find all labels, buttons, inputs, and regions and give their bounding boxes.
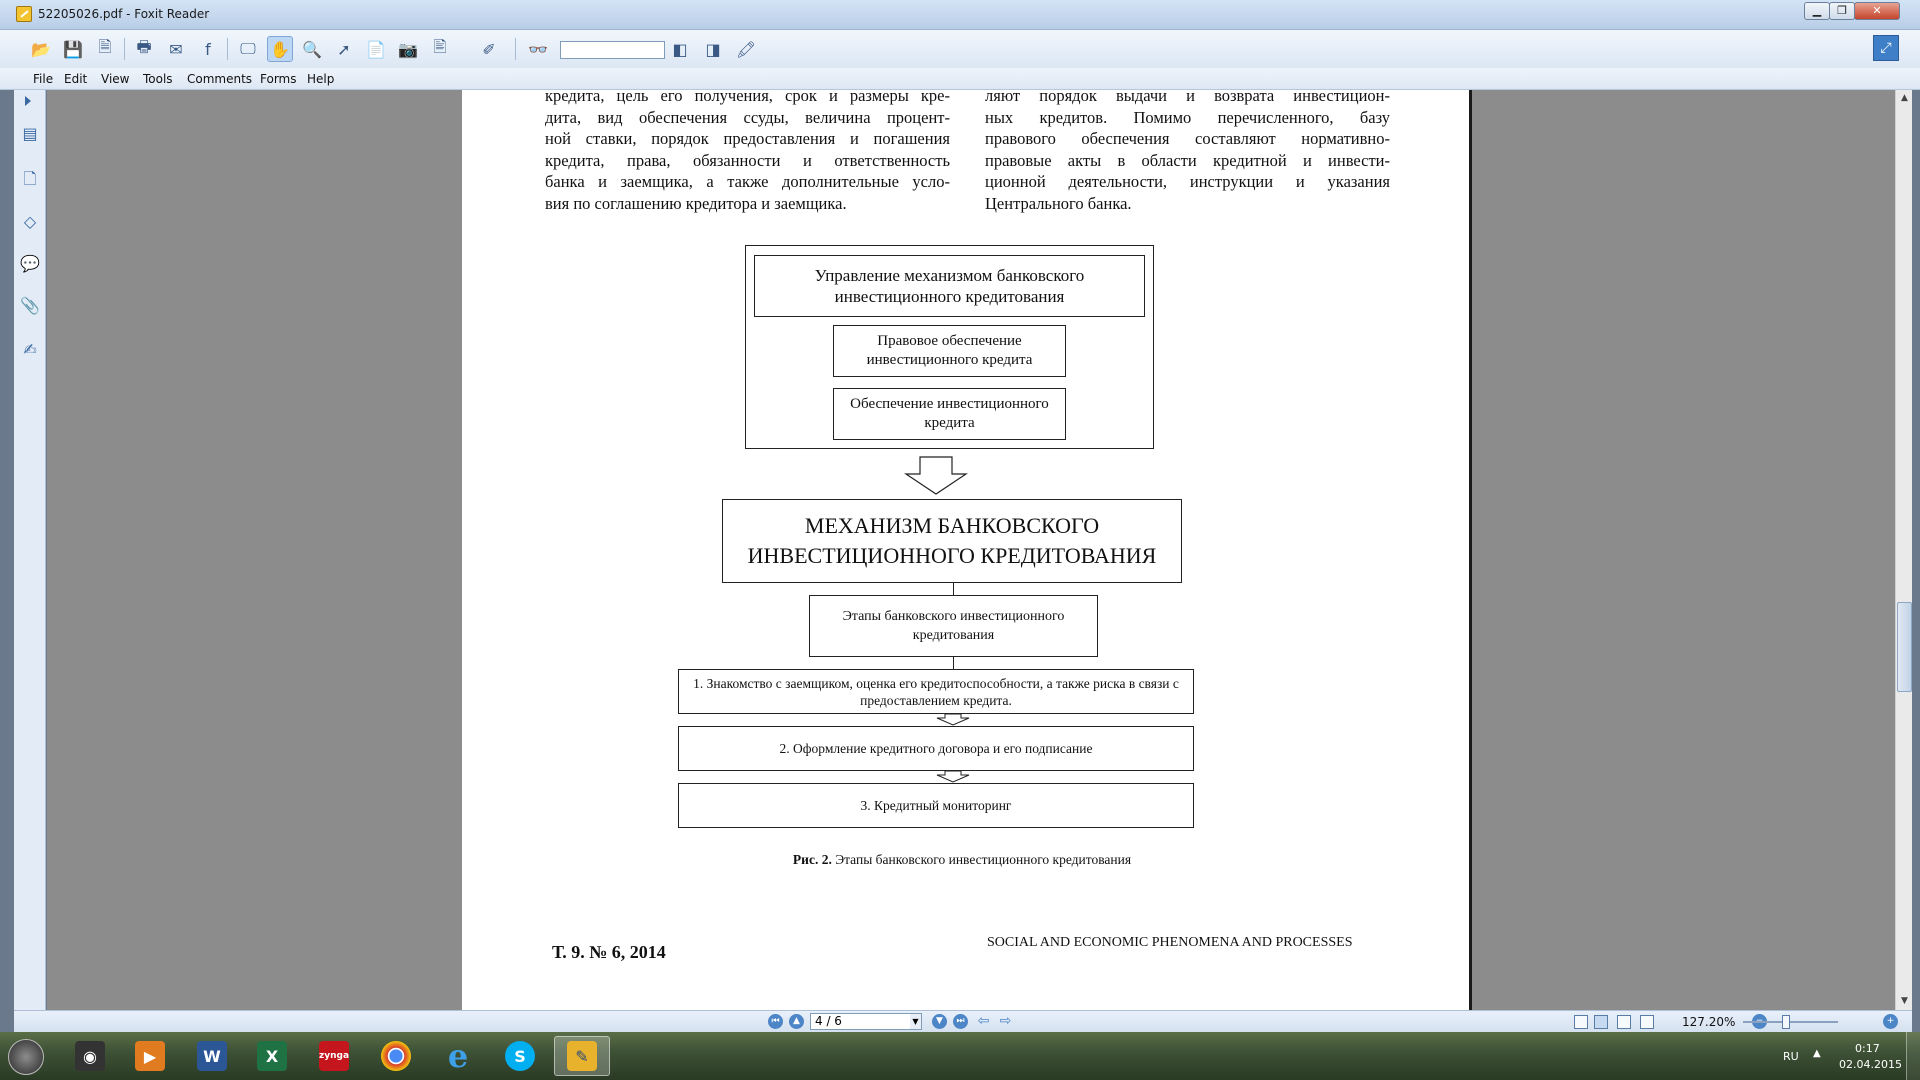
- page-number-input[interactable]: 4 / 6: [810, 1013, 922, 1030]
- text-line: Центрального банка.: [985, 193, 1132, 213]
- fullscreen-icon[interactable]: 🖵: [240, 39, 256, 58]
- taskbar-chrome-app[interactable]: [368, 1036, 424, 1076]
- comments-icon[interactable]: 💬: [20, 254, 40, 273]
- clock-date[interactable]: 02.04.2015: [1839, 1058, 1902, 1071]
- print-icon[interactable]: 🖶: [136, 36, 152, 56]
- find-prev-icon[interactable]: ◧: [672, 39, 688, 59]
- taskbar-excel-app[interactable]: [244, 1036, 300, 1076]
- clock-time[interactable]: 0:17: [1855, 1042, 1880, 1055]
- internet-explorer-icon: e: [447, 1037, 469, 1075]
- foxit-icon: ✎: [567, 1041, 597, 1071]
- text-line: ционной деятельности, инструкции и указания: [985, 172, 1390, 191]
- expand-view-icon[interactable]: ⤢: [1873, 35, 1899, 61]
- binoculars-icon[interactable]: 👓: [528, 39, 548, 59]
- close-button[interactable]: ✕: [1854, 2, 1900, 20]
- media-player-icon: ▶: [135, 1041, 165, 1071]
- facebook-icon[interactable]: f: [205, 39, 211, 59]
- menu-help[interactable]: Help: [307, 72, 335, 86]
- taskbar-foxit-app[interactable]: [554, 1036, 610, 1076]
- keyboard-language[interactable]: RU: [1783, 1050, 1799, 1063]
- taskbar-camera-app[interactable]: [62, 1036, 118, 1076]
- menu-view[interactable]: View: [101, 72, 130, 86]
- menu-tools[interactable]: Tools: [143, 72, 173, 86]
- taskbar-skype-app[interactable]: [492, 1036, 548, 1076]
- taskbar-ie-app[interactable]: [430, 1036, 486, 1076]
- text-select-icon[interactable]: 📄: [366, 39, 386, 59]
- text-line: кредита, цель его получения, срок и размеры кре-: [545, 90, 950, 105]
- scroll-down-icon[interactable]: ▼: [1901, 996, 1908, 1006]
- diagram-text: Обеспечение инвестиционного кредита: [850, 396, 1049, 431]
- diagram-box-stages: [809, 595, 1098, 657]
- back-arrow-icon[interactable]: ⇦: [977, 1013, 990, 1029]
- diagram-small-arrow: [933, 771, 973, 783]
- diagram-connector: [953, 657, 954, 669]
- diagram-down-arrow: [904, 456, 968, 496]
- diagram-text: 2. Оформление кредитного договора и его подписание: [779, 740, 1093, 756]
- layers-icon[interactable]: ◇: [23, 212, 37, 231]
- last-page-icon[interactable]: ⏭: [953, 1014, 968, 1029]
- show-desktop-button[interactable]: [1906, 1032, 1920, 1080]
- toolbar-divider: [227, 38, 228, 60]
- text-line: банка и заемщика, а также дополнительные усло-: [545, 172, 950, 191]
- typewriter-icon[interactable]: 🖹: [433, 36, 447, 56]
- menu-file[interactable]: File: [33, 72, 54, 86]
- diagram-text: 1. Знакомство с заемщиком, оценка его кредитоспособности, а также риска в связи с предоставлением кредита.: [693, 675, 1179, 708]
- hand-tool-icon[interactable]: ✋: [267, 36, 293, 62]
- text-line: дита, вид обеспечения ссуды, величина процент-: [545, 107, 950, 127]
- text-line: правового обеспечения составляют нормативно-: [985, 129, 1390, 148]
- taskbar-word-app[interactable]: [184, 1036, 240, 1076]
- previous-page-icon[interactable]: ▲: [789, 1014, 804, 1029]
- single-page-layout-icon[interactable]: [1574, 1015, 1588, 1029]
- journal-volume: Т. 9. № 6, 2014: [552, 942, 666, 962]
- diagram-text: МЕХАНИЗМ БАНКОВСКОГО ИНВЕСТИЦИОННОГО КРЕДИТОВАНИЯ: [747, 513, 1157, 568]
- chrome-icon: [381, 1041, 411, 1071]
- bookmarks-icon[interactable]: 🗋: [23, 169, 37, 188]
- zoom-in-icon[interactable]: +: [1883, 1014, 1898, 1029]
- toolbar-divider: [515, 38, 516, 60]
- show-hidden-icons[interactable]: ▲: [1813, 1048, 1821, 1059]
- window-title: 52205026.pdf - Foxit Reader: [38, 7, 210, 21]
- text-line: ной ставки, порядок предоставления и погашения: [545, 129, 950, 148]
- next-page-icon[interactable]: ▼: [932, 1014, 947, 1029]
- continuous-layout-icon[interactable]: [1594, 1015, 1608, 1029]
- text-line: ных кредитов. Помимо перечисленного, базу: [985, 107, 1390, 127]
- page-dropdown-icon[interactable]: ▼: [910, 1014, 921, 1029]
- word-icon: W: [197, 1041, 227, 1071]
- menu-edit[interactable]: Edit: [64, 72, 88, 86]
- foxit-app-icon: [16, 6, 32, 22]
- maximize-button[interactable]: ❐: [1829, 2, 1855, 20]
- toolbar-divider: [124, 38, 125, 60]
- journal-title: SOCIAL AND ECONOMIC PHENOMENA AND PROCESSES: [987, 935, 1353, 950]
- right-text-column: [985, 90, 1390, 214]
- first-page-icon[interactable]: ⏮: [768, 1014, 783, 1029]
- minimize-button[interactable]: ▁: [1804, 2, 1830, 20]
- diagram-box-legal-support: [833, 325, 1066, 377]
- zoom-tool-icon[interactable]: 🔍: [302, 39, 322, 59]
- diagram-text: Правовое обеспечение инвестиционного кредита: [866, 333, 1033, 368]
- diagram-box-step-3: [678, 783, 1194, 828]
- highlight-icon[interactable]: 🖍: [735, 39, 757, 59]
- title-bar: [0, 0, 1920, 30]
- facing-layout-icon[interactable]: [1617, 1015, 1631, 1029]
- caption-label: Рис. 2.: [792, 852, 832, 867]
- text-line: вия по соглашению кредитора и заемщика.: [545, 193, 847, 213]
- windows-taskbar: [0, 1032, 1920, 1080]
- save-icon[interactable]: 💾: [63, 39, 83, 59]
- menu-comments[interactable]: Comments: [187, 72, 253, 86]
- toolbar: [0, 30, 1920, 68]
- forward-arrow-icon[interactable]: ⇨: [999, 1013, 1012, 1029]
- diagram-text: Управление механизмом банковского инвестиционного кредитования: [814, 266, 1085, 306]
- open-folder-icon[interactable]: 📂: [31, 39, 51, 59]
- navigation-panel: [14, 90, 46, 1010]
- menu-bar: [0, 68, 1920, 90]
- attachments-icon[interactable]: 📎: [20, 296, 40, 315]
- email-icon[interactable]: ✉: [169, 39, 183, 59]
- zoom-slider-track[interactable]: [1743, 1021, 1838, 1023]
- pen-icon[interactable]: ✐: [482, 39, 496, 59]
- zoom-slider-thumb[interactable]: [1782, 1015, 1790, 1029]
- signatures-icon[interactable]: ✍: [23, 340, 37, 359]
- diagram-box-step-1: [678, 669, 1194, 714]
- scroll-up-icon[interactable]: ▲: [1901, 93, 1908, 103]
- save-as-icon[interactable]: 🗎: [98, 36, 112, 56]
- diagram-box-step-2: [678, 726, 1194, 771]
- expand-panel-icon[interactable]: [25, 96, 31, 106]
- status-bar: [14, 1010, 1912, 1032]
- taskbar-media-player-app[interactable]: [122, 1036, 178, 1076]
- diagram-text: Этапы банковского инвестиционного кредитования: [842, 609, 1065, 643]
- diagram-text: 3. Кредитный мониторинг: [860, 797, 1012, 813]
- pages-icon[interactable]: ▤: [22, 124, 38, 143]
- skype-icon: S: [505, 1041, 535, 1071]
- diagram-box-mechanism: [722, 499, 1182, 583]
- select-arrow-icon[interactable]: ➚: [337, 39, 351, 59]
- text-line: ляют порядок выдачи и возврата инвестицион-: [985, 90, 1390, 105]
- zoom-level[interactable]: 127.20%: [1682, 1015, 1736, 1029]
- excel-icon: X: [257, 1041, 287, 1071]
- diagram-box-management: [754, 255, 1145, 317]
- left-text-column: [545, 90, 950, 214]
- pdf-page: [462, 90, 1472, 1010]
- text-line: правовые акты в области кредитной и инвести-: [985, 150, 1390, 170]
- start-button[interactable]: [8, 1039, 44, 1075]
- diagram-box-credit-support: [833, 388, 1066, 440]
- vertical-scrollbar[interactable]: [1895, 90, 1912, 1010]
- figure-caption: [672, 852, 1252, 868]
- scroll-thumb[interactable]: [1897, 602, 1912, 692]
- caption-text: Этапы банковского инвестиционного кредитования: [831, 852, 1132, 867]
- snapshot-icon[interactable]: 📷: [398, 39, 418, 59]
- find-next-icon[interactable]: ◨: [705, 39, 721, 59]
- zynga-icon: zynga: [319, 1041, 349, 1071]
- menu-forms[interactable]: Forms: [260, 72, 297, 86]
- document-viewer[interactable]: [47, 90, 1895, 1010]
- search-input[interactable]: [560, 41, 665, 59]
- camera-icon: ◉: [75, 1041, 105, 1071]
- diagram-connector: [953, 583, 954, 595]
- diagram-small-arrow: [933, 714, 973, 726]
- taskbar-zynga-app[interactable]: [306, 1036, 362, 1076]
- text-line: кредита, права, обязанности и ответственность: [545, 150, 950, 170]
- continuous-facing-layout-icon[interactable]: [1640, 1015, 1654, 1029]
